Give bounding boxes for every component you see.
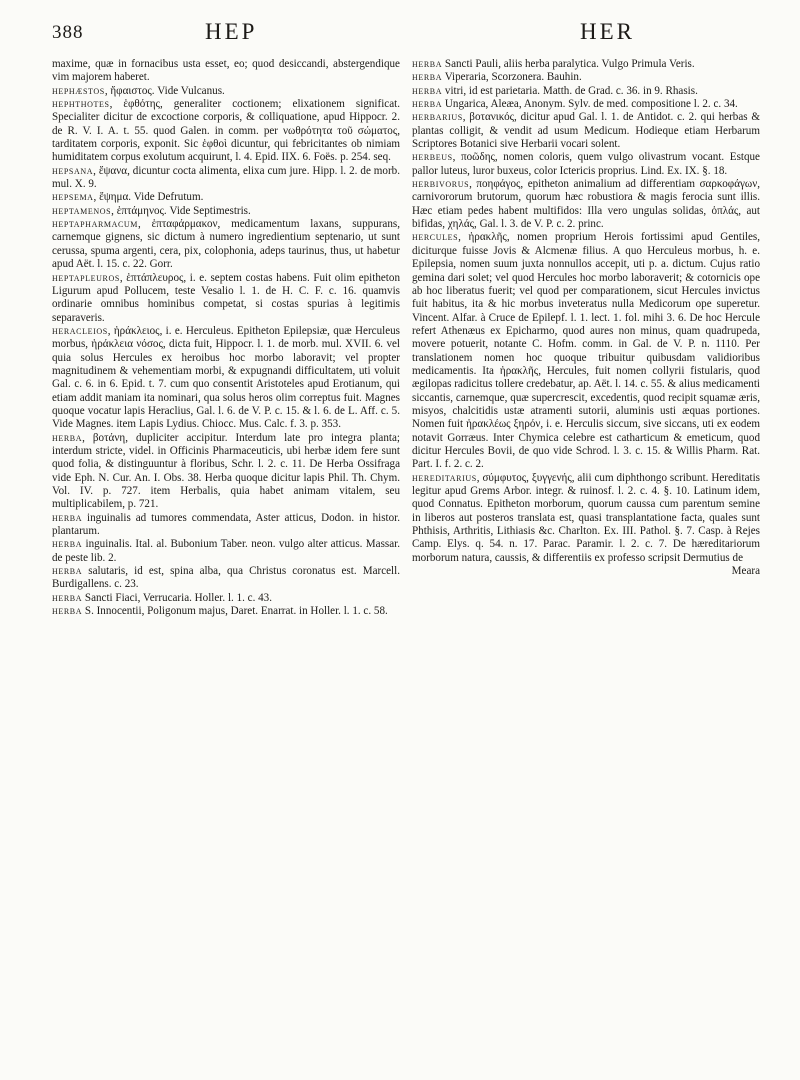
entry-headword: heptapharmacum [52,218,138,231]
dictionary-entry [52,605,400,618]
dictionary-entry [52,165,400,192]
entry-text: Sancti Pauli, aliis herba paralytica. Vulgo Primula Veris. [442,58,695,70]
entry-text: , ἕψανα, dicuntur cocta alimenta, elixa cum jure. Hipp. l. 2. de morb. mul. X. 9. [52,164,400,191]
running-head-left: HEP [205,19,258,44]
entry-headword: herba [52,538,83,551]
right-column [412,58,760,578]
entry-headword: herba [412,58,443,70]
entry-text: S. Innocentii, Poligonum majus, Daret. Enarrat. in Holler. l. 1. c. 58. [82,605,388,618]
entry-text: inguinalis. Ital. al. Bubonium Taber. neon. vulgo alter atticus. Massar. de peste lib. 2. [52,538,400,564]
entry-headword: herba [412,98,443,111]
entry-text: maxime, quæ in fornacibus usta esset, eo; quod desiccandi, abstergendique vim majorem haberet. [52,58,400,84]
entry-text: Sancti Fiaci, Verrucaria. Holler. l. 1. c. 43. [82,591,273,604]
entry-text: , ποῶδης, nomen coloris, quem vulgo olivastrum vocant. Estque pallor luteus, luror buxeus, color Ictericis proprius. Lind. Ex. IX. §. 18. [412,151,760,177]
entry-headword: herba [52,431,83,444]
entry-headword: heptamenos [52,204,112,217]
dictionary-entry [52,205,400,218]
dictionary-entry [412,98,760,111]
entry-text: , ἡράκλειος, i. e. Herculeus. Epitheton Epilepsiæ, quæ Herculeus morbus, ἡράκλεια νόσος, dicta fuit, Hippocr. l. 1. de morb. mul. XVII. 6. vel quia solus Hercules ex heroibus hoc morbo laboravit; vel propter magnitudinem & vehementiam morbi, & expugnandi difficultatem, uti voluit Gal. c. 6. in 6. Epid. t. 7. cum quo consentit Aristoteles apud Erotianum, qui etiam addit maniam ita nominari, qua solus heros olim correptus fuit. Magnes quoque vocatur lapis Heraclius, Gal. l. 6. de V. P. c. 15. & l. 6. de L. Aff. c. 5. Vide Magnes. item Lapis Lydius. Chiocc. Mus. Calc. f. 3. p. 353. [52,324,400,431]
page-number: 388 [52,22,84,43]
entry-headword: hephthotes [52,98,110,111]
entry-headword: herba [52,511,83,524]
entry-text: vitri, id est parietaria. Matth. de Grad. c. 36. in 9. Rhasis. [442,84,698,97]
left-column [52,58,400,618]
entry-headword: heptapleuros [52,271,120,284]
catchword: Meara [731,565,760,578]
entry-headword: hepsema [52,191,94,204]
dictionary-entry [52,538,400,565]
entry-text: inguinalis ad tumores commendata, Aster atticus, Dodon. in histor. plantarum. [52,511,400,538]
entry-text: , ἑφθότης, generaliter coctionem; elixationem significat. Specialiter dicitur de excoctione corporis, & colliquatione, apud Hippocr. 2. de R. V. I. A. t. 55. quod Galen. in comm. per νωθρότητα τοῦ σώματος, tarditatem corporis, exponit. Sic ἑφθοὶ dicuntur, qui febricitantes ob nimiam humiditatem corpus exolutum acquirunt, l. 4. Epid. IIX. 6. Foës. p. 254. seq. [52,98,400,164]
entry-text: , ἑπτάμηνος. Vide Septimestris. [111,204,251,217]
dictionary-entry [52,58,400,85]
dictionary-entry [412,111,760,151]
dictionary-entry [412,151,760,178]
entry-text: salutaris, id est, spina alba, qua Christus coronatus est. Marcell. Burdigallens. c. 23. [52,565,400,591]
entry-headword: herba [412,71,443,84]
dictionary-entry [52,85,400,98]
entry-headword: hephæstos [52,84,105,97]
entry-text: , σύμφυτος, ξυγγενής, alii cum diphthongo scribunt. Hereditatis legitur apud Grems Arbor. integr. & ruinosf. l. 2. c. 4. §. 10. Latinum idem, quod Connatus. Epitheton morborum, quorum caussa cum parentum semine in liberos aut posteros translata est, quasi transplantatione facta, quales sunt Phthisis, Arthritis, Lithiasis &c. Charlton. Ex. III. Pathol. §. 7. Casp. à Rejes Camp. Elys. q. 54. n. 17. Parac. Paramir. l. 2. c. 7. De hæreditariorum morborum natura, caussis, & differentiis ex professo scripsit Dermutius de [412,471,760,564]
entry-text: Ungarica, Aleæa, Anonym. Sylv. de med. compositione l. 2. c. 34. [442,98,738,111]
entry-headword: herbeus [412,151,453,164]
dictionary-entry [412,58,760,71]
dictionary-entry [412,231,760,471]
page-header [0,8,800,48]
entry-headword: hercules [412,231,459,244]
entry-text: , ἕψημα. Vide Defrutum. [93,191,204,204]
entry-headword: herba [52,591,83,604]
dictionary-entry [52,512,400,539]
dictionary-entry [412,472,760,565]
entry-headword: heracleios [52,324,108,337]
dictionary-entry [412,85,760,98]
running-head-right: HER [580,19,635,44]
entry-headword: hepsana [52,164,94,177]
entry-headword: herbivorus [412,178,470,191]
entry-headword: herba [52,565,83,578]
dictionary-entry [52,98,400,165]
dictionary-entry [52,272,400,325]
entry-headword: hereditarius [412,471,477,484]
entry-text: , βοτάνη, dupliciter accipitur. Interdum late pro integra planta; interdum stricte, videl. in Officinis Pharmaceuticis, ubi herbæ idem fere sunt quod folia, & distinguuntur à floribus, Schr. l. 2. c. 11. De Herba Ossifraga vide Eph. N. Cur. An. I. Obs. 38. Herba quoque dicitur lapis Phil. Th. Chym. Vol. IV. p. 727. item Herbalis, quia habet animam vitalem, seu multiplicabilem, p. 721. [52,431,400,511]
entry-headword: herba [52,605,83,618]
entry-text: , ἑπταφάρμακον, medicamentum laxans, suppurans, carnemque gignens, sic dictum à numero ingredientium septenario, ut sunt cerussa, spuma argenti, cera, pix, colophonia, adeps taurinus, thus, ut habetur apud Aët. l. 15. c. 22. Gorr. [52,218,400,271]
dictionary-entry [52,218,400,271]
entry-text: , ἑπτάπλευρος, i. e. septem costas habens. Fuit olim epitheton Ligurum apud Pollucem, teste Vesalio l. 1. de H. C. F. c. 16. quamvis ordinarie omnibus hominibus competat, si costas spurias à legitimis separaveris. [52,271,400,324]
entry-headword: herba [412,84,443,97]
entry-text: , ἡρακλῆς, nomen proprium Herois fortissimi apud Gentiles, diciturque fuisse Jovis & Alcmenæ filius. A quo Herculeus morbus, h. e. Epilepsia, nomen suum juxta nonnullos accepit, uti p. a. dictum. Cujus ratio gemina dari solet; vel quod Hercules hoc morbo laboraverit; & cotornicis ope ab hoc liberatus fuerit; vel quod per comparationem, sicut Hercules invictus fuit habitus, ita & hic morbus inveteratus nulla Medicorum ope superetur. Vincent. Alfar. à Cruce de Epilepf. l. 1. lect. 1. fol. mihi 3. 6. De hoc Hercule refert Athenæus ex Epicharmo, quod aures non minus, quam quadrupeda, movere potuerit, notante C. Hofm. comm. in Gal. de V. P. n. 1110. Per translationem nomen hoc quoque tribuitur quibusdam validioribus medicamentis. Ita ἡρακλῆς, Hercules, fuit nomen collyrii fistularis, quod ægilopas radicitus tollere credebatur, ap. Aët. l. 14. c. 55. & alius medicamenti siccantis, carnemque, quæ supercrescit, excedentis, quod recipit squamæ æris, misyos, chalcitidis ustæ atramenti sutorii, aluminis usti æquas portiones. Nomen fuit ἡρακλέως ξηρόν, i. e. Herculis siccum, sive siccans, uti ex eodem notavit Gorræus. Inter Chymica celebre est catharticum & emeticum, quod dicitur Hercules Bovii, de quo vide Schrod. l. 3. c. 15. & Willis Pharm. Rat. Part. I. f. 2. c. 2. [412,231,760,471]
dictionary-entry [412,71,760,84]
entry-text: , ἥφαιστος. Vide Vulcanus. [104,84,225,97]
entry-text: , ποηφάγος, epitheton animalium ad differentiam σαρκοφάγων, carnivororum brutorum, quorum hæc robustiora & magis ferocia sunt illis. Hæc etiam pedes habent multifidos: Illa vero ungulas solidas, ὀπλάς, aut bifidas, χηλάς, Gal. l. 3. de V. P. c. 2. princ. [412,178,760,231]
entry-headword: herbarius [412,111,463,124]
entry-text: , βοτανικός, dicitur apud Gal. l. 1. de Antidot. c. 2. qui herbas & plantas colligit, & vendit ad usum Medicum. Hodieque etiam Herbarum Scriptores Botanici sive Herbarii vocari solent. [412,111,760,151]
dictionary-entry [52,592,400,605]
dictionary-entry [412,178,760,231]
dictionary-entry [52,565,400,592]
dictionary-entry [52,191,400,204]
entry-text: Viperaria, Scorzonera. Bauhin. [442,71,582,84]
dictionary-entry [52,325,400,432]
dictionary-entry [52,432,400,512]
